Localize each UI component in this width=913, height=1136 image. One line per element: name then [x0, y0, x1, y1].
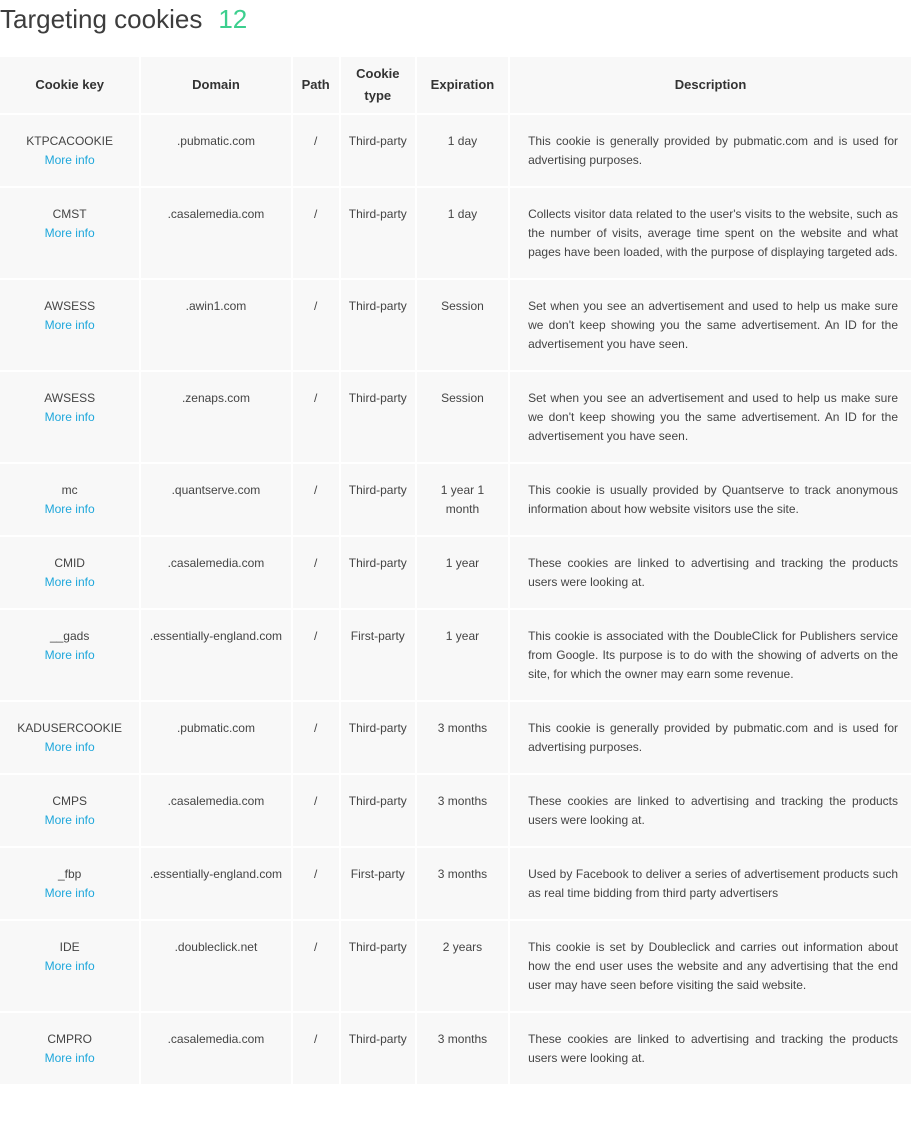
table-row	[0, 848, 911, 919]
cookie-type-cell: Third-party	[341, 537, 415, 608]
cookie-key: AWSESS	[44, 299, 96, 313]
cookie-type-cell: Third-party	[341, 702, 415, 773]
path-cell: /	[293, 921, 339, 1011]
table-row	[0, 1013, 911, 1084]
cookie-key: KTPCACOOKIE	[26, 134, 113, 148]
section-heading	[0, 0, 913, 39]
path-cell: /	[293, 464, 339, 535]
domain-cell: .casalemedia.com	[141, 537, 290, 608]
more-info-link[interactable]: More info	[44, 318, 95, 332]
path-cell: /	[293, 537, 339, 608]
description-cell: Set when you see an advertisement and used to help us make sure we don't keep showing you the same advertisement. An ID for the advertisement you have seen.	[510, 280, 911, 370]
cookie-key-cell	[0, 464, 139, 535]
expiration-cell: 2 years	[417, 921, 508, 1011]
more-info-link[interactable]: More info	[44, 886, 95, 900]
description-cell: This cookie is usually provided by Quantserve to track anonymous information about how website visitors use the site.	[510, 464, 911, 535]
cookie-key-cell	[0, 115, 139, 186]
description-cell: This cookie is set by Doubleclick and carries out information about how the end user uses the website and any advertising that the end user may have seen before visiting the said website.	[510, 921, 911, 1011]
expiration-cell: 3 months	[417, 848, 508, 919]
more-info-link[interactable]: More info	[44, 226, 95, 240]
more-info-link[interactable]: More info	[44, 740, 95, 754]
domain-cell: .casalemedia.com	[141, 188, 290, 278]
path-cell: /	[293, 372, 339, 462]
table-row	[0, 464, 911, 535]
col-header-path: Path	[293, 57, 339, 113]
expiration-cell: 3 months	[417, 702, 508, 773]
domain-cell: .zenaps.com	[141, 372, 290, 462]
cookie-key-cell	[0, 702, 139, 773]
expiration-cell: Session	[417, 280, 508, 370]
table-row	[0, 115, 911, 186]
path-cell: /	[293, 115, 339, 186]
cookie-type-cell: Third-party	[341, 115, 415, 186]
path-cell: /	[293, 775, 339, 846]
cookie-key: CMPRO	[47, 1032, 92, 1046]
cookie-key-cell	[0, 610, 139, 700]
cookie-key: AWSESS	[44, 391, 96, 405]
table-row	[0, 610, 911, 700]
cookie-key-cell	[0, 1013, 139, 1084]
cookie-key-cell	[0, 372, 139, 462]
description-cell: This cookie is generally provided by pubmatic.com and is used for advertising purposes.	[510, 115, 911, 186]
cookie-type-cell: Third-party	[341, 464, 415, 535]
table-row	[0, 280, 911, 370]
domain-cell: .pubmatic.com	[141, 115, 290, 186]
expiration-cell: 1 day	[417, 188, 508, 278]
table-row	[0, 921, 911, 1011]
path-cell: /	[293, 1013, 339, 1084]
expiration-cell: 1 year	[417, 537, 508, 608]
path-cell: /	[293, 702, 339, 773]
col-header-expiration: Expiration	[417, 57, 508, 113]
cookie-type-cell: Third-party	[341, 372, 415, 462]
table-row	[0, 372, 911, 462]
domain-cell: .pubmatic.com	[141, 702, 290, 773]
cookie-key: KADUSERCOOKIE	[17, 721, 122, 735]
expiration-cell: 3 months	[417, 1013, 508, 1084]
description-cell: These cookies are linked to advertising and tracking the products users were looking at.	[510, 775, 911, 846]
more-info-link[interactable]: More info	[44, 959, 95, 973]
cookie-table	[0, 55, 913, 1086]
cookie-key: mc	[61, 483, 78, 497]
cookie-key: CMST	[52, 207, 87, 221]
cookie-key-cell	[0, 188, 139, 278]
more-info-link[interactable]: More info	[44, 575, 95, 589]
domain-cell: .doubleclick.net	[141, 921, 290, 1011]
expiration-cell: Session	[417, 372, 508, 462]
cookie-key-cell	[0, 921, 139, 1011]
cookie-type-cell: First-party	[341, 610, 415, 700]
path-cell: /	[293, 610, 339, 700]
path-cell: /	[293, 188, 339, 278]
domain-cell: .casalemedia.com	[141, 775, 290, 846]
table-row	[0, 775, 911, 846]
cookie-key: __gads	[49, 629, 90, 643]
domain-cell: .casalemedia.com	[141, 1013, 290, 1084]
description-cell: This cookie is generally provided by pubmatic.com and is used for advertising purposes.	[510, 702, 911, 773]
col-header-cookie-key: Cookie key	[0, 57, 139, 113]
cookie-key: CMID	[54, 556, 85, 570]
expiration-cell: 1 day	[417, 115, 508, 186]
more-info-link[interactable]: More info	[44, 648, 95, 662]
description-cell: These cookies are linked to advertising and tracking the products users were looking at.	[510, 537, 911, 608]
description-cell: This cookie is associated with the DoubleClick for Publishers service from Google. Its purpose is to do with the showing of adverts on the site, for which the owner may earn some revenue.	[510, 610, 911, 700]
path-cell: /	[293, 280, 339, 370]
more-info-link[interactable]: More info	[44, 153, 95, 167]
description-cell: These cookies are linked to advertising and tracking the products users were looking at.	[510, 1013, 911, 1084]
more-info-link[interactable]: More info	[44, 1051, 95, 1065]
expiration-cell: 1 year 1 month	[417, 464, 508, 535]
table-row	[0, 537, 911, 608]
cookie-key-cell	[0, 775, 139, 846]
col-header-domain: Domain	[141, 57, 290, 113]
domain-cell: .essentially-england.com	[141, 848, 290, 919]
cookie-key-cell	[0, 537, 139, 608]
table-header-row	[0, 57, 911, 113]
expiration-cell: 3 months	[417, 775, 508, 846]
cookie-type-cell: Third-party	[341, 775, 415, 846]
domain-cell: .essentially-england.com	[141, 610, 290, 700]
table-row	[0, 702, 911, 773]
table-row	[0, 188, 911, 278]
description-cell: Collects visitor data related to the user's visits to the website, such as the number of visits, average time spent on the website and what pages have been loaded, with the purpose of displaying targeted ads.	[510, 188, 911, 278]
cookie-key: IDE	[59, 940, 80, 954]
more-info-link[interactable]: More info	[44, 502, 95, 516]
description-cell: Set when you see an advertisement and used to help us make sure we don't keep showing you the same advertisement. An ID for the advertisement you have seen.	[510, 372, 911, 462]
domain-cell: .awin1.com	[141, 280, 290, 370]
cookie-key-cell	[0, 848, 139, 919]
more-info-link[interactable]: More info	[44, 813, 95, 827]
section-title: Targeting cookies	[0, 3, 203, 34]
cookie-count: 12	[218, 3, 248, 34]
cookie-type-cell: Third-party	[341, 1013, 415, 1084]
cookie-type-cell: Third-party	[341, 188, 415, 278]
col-header-description: Description	[510, 57, 911, 113]
cookie-key: CMPS	[52, 794, 87, 808]
cookie-type-cell: Third-party	[341, 280, 415, 370]
cookie-type-cell: Third-party	[341, 921, 415, 1011]
domain-cell: .quantserve.com	[141, 464, 290, 535]
path-cell: /	[293, 848, 339, 919]
cookie-type-cell: First-party	[341, 848, 415, 919]
cookie-key-cell	[0, 280, 139, 370]
description-cell: Used by Facebook to deliver a series of advertisement products such as real time bidding from third party advertisers	[510, 848, 911, 919]
cookie-key: _fbp	[57, 867, 82, 881]
col-header-cookie-type: Cookie type	[341, 57, 415, 113]
more-info-link[interactable]: More info	[44, 410, 95, 424]
expiration-cell: 1 year	[417, 610, 508, 700]
